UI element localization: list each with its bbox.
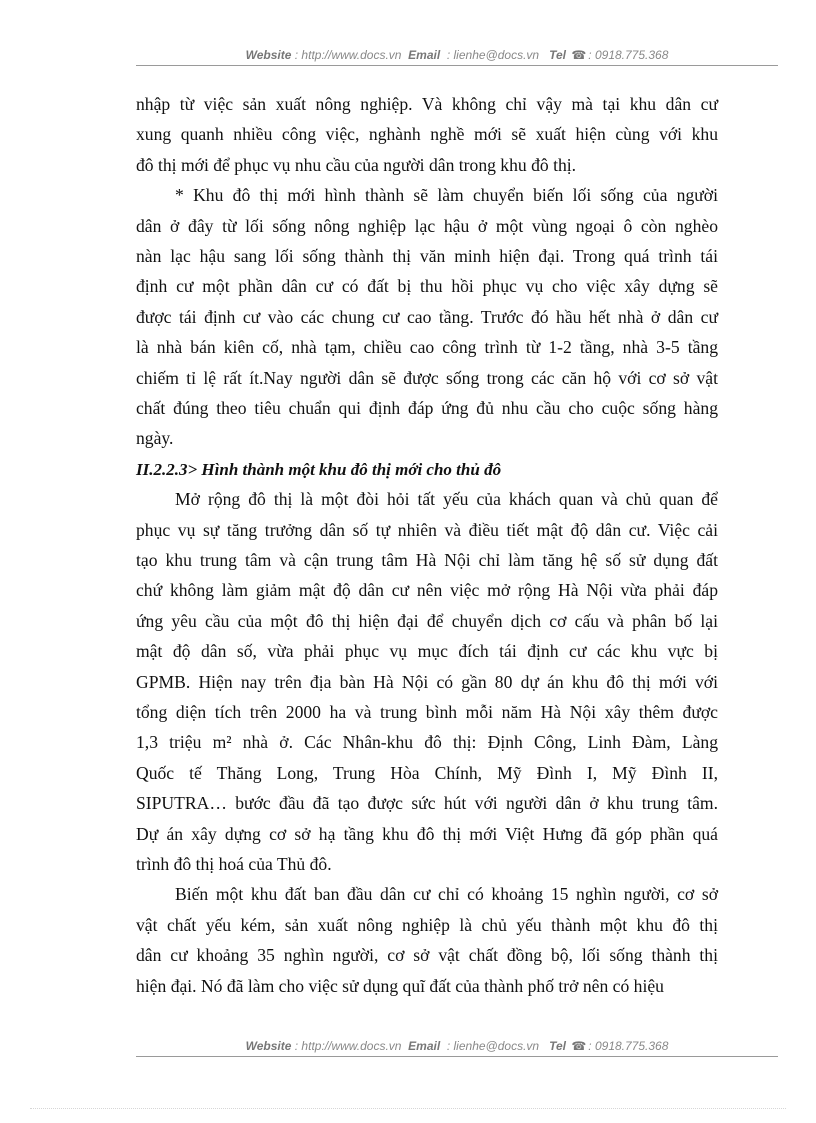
text-line: GPMB. Hiện nay trên địa bàn Hà Nội có gần 80 dự án khu đô thị mới với	[136, 671, 718, 692]
text-line: Mở rộng đô thị là một đòi hỏi tất yếu của khách quan và chủ quan để	[175, 489, 718, 510]
footer-email-label: Email	[408, 1039, 441, 1053]
text-line: hiện đại. Nó đã làm cho việc sử dụng quĩ đất của thành phố trở nên có hiệu	[136, 975, 664, 996]
header-tel-label: Tel	[549, 48, 566, 62]
footer-website-url[interactable]: : http://www.docs.vn	[294, 1039, 402, 1053]
page-footer	[136, 1039, 778, 1053]
header-website-label: Website	[245, 48, 292, 62]
text-line: 1,3 triệu m² nhà ở. Các Nhân-khu đô thị: Định Công, Linh Đàm, Làng	[136, 732, 718, 753]
text-line: là nhà bán kiên cố, nhà tạm, chiều cao công trình từ 1-2 tầng, nhà 3-5 tầng	[136, 337, 718, 358]
phone-icon: ☎	[571, 1039, 587, 1053]
text-line: ngày.	[136, 428, 174, 449]
text-line: Dự án xây dựng cơ sở hạ tầng khu đô thị mới Việt Hưng đã góp phần quá	[136, 823, 718, 844]
text-line: Biến một khu đất ban đầu dân cư chỉ có khoảng 15 nghìn người, cơ sở	[175, 884, 718, 905]
text-line: dân ở đây từ lối sống nông nghiệp lạc hậu ở một vùng ngoại ô còn nghèo	[136, 215, 718, 236]
phone-icon: ☎	[571, 48, 587, 62]
header-email-label: Email	[408, 48, 441, 62]
section-heading: II.2.2.3> Hình thành một khu đô thị mới cho thủ đô	[136, 459, 502, 479]
text-line: trình đô thị hoá của Thủ đô.	[136, 854, 332, 874]
text-line: chứ không làm giảm mật độ dân cư nên việc mở rộng Hà Nội vừa phải đáp	[136, 580, 718, 601]
text-line: * Khu đô thị mới hình thành sẽ làm chuyển biến lối sống của người	[175, 185, 718, 206]
header-phone: : 0918.775.368	[588, 48, 669, 62]
text-line: tạo khu trung tâm và cận trung tâm Hà Nội chỉ làm tăng hệ số sử dụng đất	[136, 550, 718, 570]
text-line: nàn lạc hậu sang lối sống thành thị văn minh hiện đại. Trong quá trình tái	[136, 246, 718, 266]
text-line: SIPUTRA… bước đầu đã tạo được sức hút với người dân ở khu trung tâm.	[136, 793, 718, 814]
page-bottom-border	[30, 1108, 786, 1109]
text-line: được tái định cư vào các chung cư cao tầng. Trước đó hầu hết nhà ở dân cư	[136, 306, 718, 327]
footer-website-label: Website	[245, 1039, 292, 1053]
text-line: tổng diện tích trên 2000 ha và trung bình mỗi năm Hà Nội xây thêm được	[136, 702, 718, 722]
footer-rule	[136, 1056, 778, 1057]
text-line: định cư một phần dân cư có đất bị thu hồi phục vụ cho việc xây dựng sẽ	[136, 276, 718, 297]
text-line: vật chất yếu kém, sản xuất nông nghiệp là chủ yếu thành một khu đô thị	[136, 914, 718, 935]
text-line: mật độ dân số, vừa phải phục vụ mục đích tái định cư các khu vực bị	[136, 641, 718, 662]
text-line: nhập từ việc sản xuất nông nghiệp. Và không chỉ vậy mà tại khu dân cư	[136, 94, 718, 114]
header-rule	[136, 65, 778, 66]
text-line: xung quanh nhiều công việc, nghành nghề mới sẽ xuất hiện cùng với khu	[136, 124, 718, 145]
footer-email[interactable]: : lienhe@docs.vn	[446, 1039, 540, 1053]
text-line: Quốc tế Thăng Long, Trung Hòa Chính, Mỹ Đình I, Mỹ Đình II,	[136, 762, 718, 783]
header-website-url[interactable]: : http://www.docs.vn	[294, 48, 402, 62]
text-line: dân cư khoảng 35 nghìn người, cơ sở vật chất đồng bộ, lối sống thành thị	[136, 945, 718, 966]
header-email[interactable]: : lienhe@docs.vn	[446, 48, 540, 62]
text-line: đô thị mới để phục vụ nhu cầu của người dân trong khu đô thị.	[136, 154, 577, 175]
text-line: chiếm tỉ lệ rất ít.Nay người dân sẽ được sống trong các căn hộ với cơ sở vật	[136, 367, 718, 388]
text-line: phục vụ sự tăng trưởng dân số tự nhiên và điều tiết mật độ dân cư. Việc cải	[136, 519, 718, 540]
footer-phone: : 0918.775.368	[588, 1039, 669, 1053]
text-line: chất đúng theo tiêu chuẩn qui định đáp ứng đủ nhu cầu cho cuộc sống hàng	[136, 398, 718, 418]
footer-tel-label: Tel	[549, 1039, 566, 1053]
page-header	[136, 48, 778, 62]
text-line: ứng yêu cầu của một đô thị hiện đại để chuyển dịch cơ cấu và phân bố lại	[136, 610, 718, 631]
